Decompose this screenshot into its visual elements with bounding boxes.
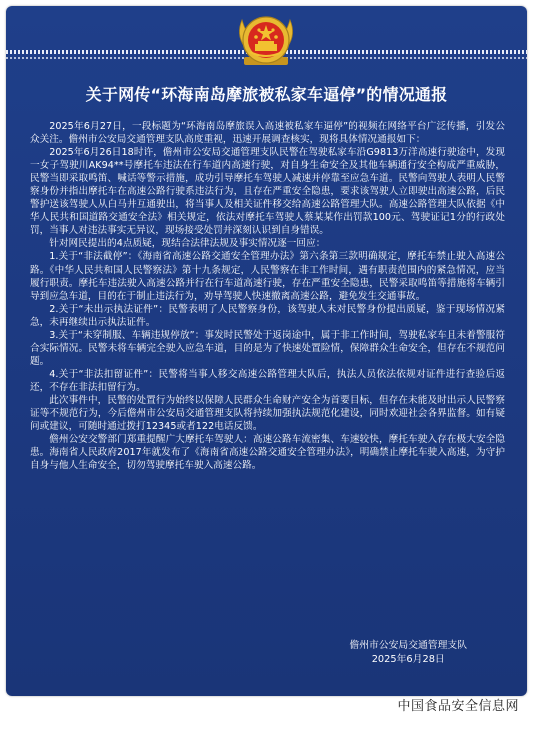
signature-org: 儋州市公安局交通管理支队 xyxy=(349,640,467,651)
signature-date: 2025年6月28日 xyxy=(371,654,445,665)
police-emblem-icon xyxy=(230,10,302,74)
paragraph-conclusion: 此次事件中，民警的处置行为始终以保障人民群众生命财产安全为首要目标，但存在未能及时出示人民警察证等不规范行为，今后儋州市公安局交通管理支队将持续加强执法规范化建设，同时欢迎社会各界监督。如有疑问或建议，可随时通过拨打12345或者122电话反馈。 xyxy=(30,394,505,433)
paragraph-point-1: 1.关于“非法截停”：《海南省高速公路交通安全管理办法》第六条第三款明确规定，摩托车禁止驶入高速公路。《中华人民共和国人民警察法》第十九条规定，人民警察在非工作时间，遇有职责范围内的紧急情况，应当履行职责。摩托车违法驶入高速公路并行在行车道高速行驶，存在严重安全隐患，民警采取鸣笛等措施将车辆引导到应急车道，目的在于制止违法行为，劝导驾驶人快速撤离高速公路，避免发生交通事故。 xyxy=(30,251,505,302)
paragraph-reminder: 儋州公安交警部门郑重提醒广大摩托车驾驶人：高速公路车流密集、车速较快，摩托车驶入存在极大安全隐患。海南省人民政府2017年就发布了《海南省高速公路交通安全管理办法》，明确禁止摩托车驶入高速，为守护自身与他人生命安全，切勿驾驶摩托车驶入高速公路。 xyxy=(30,434,505,472)
paragraph-response-lead: 针对网民提出的4点质疑，现结合法律法规及事实情况逐一回应： xyxy=(49,238,326,250)
notice-title: 关于网传“环海南岛摩旅被私家车逼停”的情况通报 xyxy=(85,85,448,104)
paragraph-intro: 2025年6月27日，一段标题为“环海南岛摩旅误入高速被私家车逼停”的视频在网络平台广泛传播，引发公众关注。儋州市公安局交通管理支队高度重视，迅速开展调查核实，现将具体情况通报如下： xyxy=(30,121,505,146)
source-watermark: 中国食品安全信息网 xyxy=(397,699,519,714)
notice-card xyxy=(6,6,527,696)
signature-block xyxy=(349,639,467,667)
paragraph-incident: 2025年6月26日18时许，儋州市公安局交通管理支队民警在驾驶私家车沿G9813万洋高速行驶途中，发现一女子驾驶川AK94**号摩托车违法在行车道内高速行驶，对自身生命安全及其他车辆通行安全构成严重威胁，民警当即采取鸣笛、喊话等警示措施，成功引导摩托车驾驶人减速并停靠至应急车道。民警向驾驶人表明人民警察身份并指出摩托车在高速公路行驶系违法行为，且存在严重安全隐患，要求该驾驶人立即驶出高速公路，后民警护送该驾驶人从白马井互通驶出，将当事人及相关证件移交给高速公路管理大队。高速公路管理大队依据《中华人民共和国道路交通安全法》相关规定，依法对摩托车驾驶人蔡某某作出罚款100元、驾驶证记1分的行政处罚，当事人对违法事实无异议，现场接受处罚并深刻认识到自身错误。 xyxy=(30,147,505,237)
notice-body xyxy=(30,120,505,472)
paragraph-point-4: 4.关于“非法扣留证件”：民警将当事人移交高速公路管理大队后，执法人员依法依规对证件进行查验后返还，不存在非法扣留行为。 xyxy=(30,368,505,393)
paragraph-point-2: 2.关于“未出示执法证件”：民警表明了人民警察身份，该驾驶人未对民警身份提出质疑，鉴于现场情况紧急，未再继续出示执法证件。 xyxy=(30,303,505,328)
paragraph-point-3: 3.关于“未穿制服、车辆违规停放”：事发时民警处于返岗途中，属于非工作时间，驾驶私家车且未着警服符合实际情况。民警未将车辆完全驶入应急车道，目的是为了快速处置险情，保障群众生命安全，但存在不规范问题。 xyxy=(30,329,505,367)
